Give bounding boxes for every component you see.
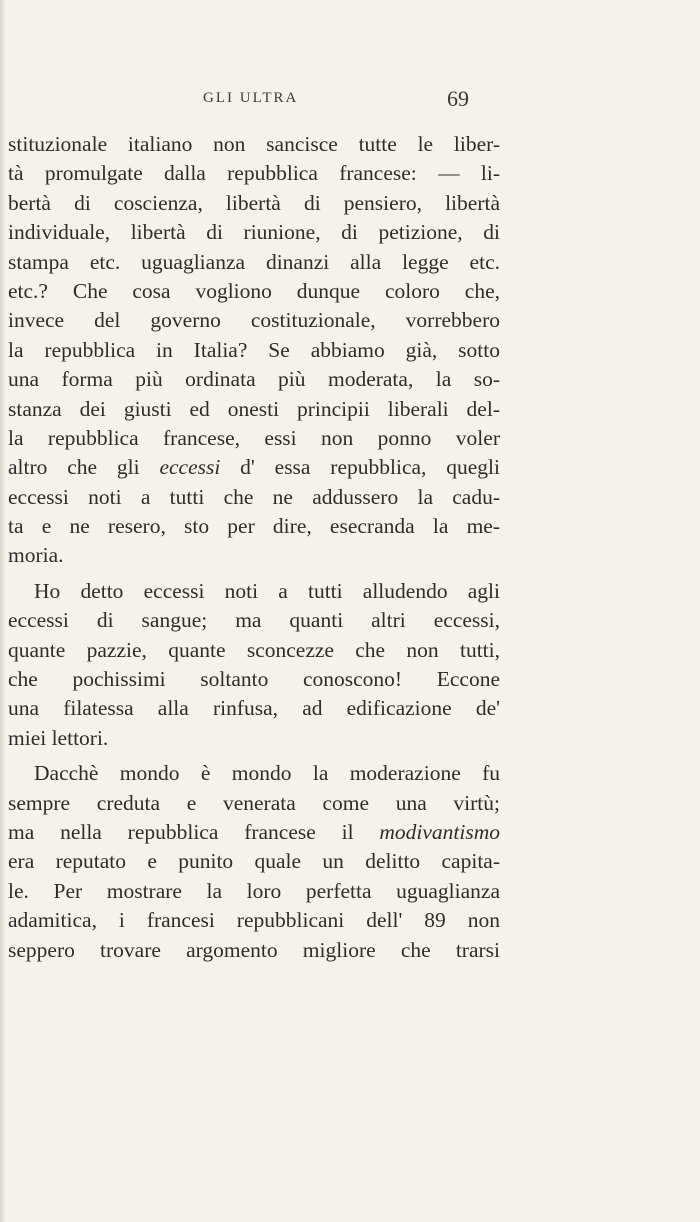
text-line: individuale, libertà di riunione, di petizione, di <box>8 220 500 245</box>
text-line: le. Per mostrare la loro perfetta uguaglianza <box>8 878 500 903</box>
text-line: stanza dei giusti ed onesti principii liberali del- <box>8 396 500 421</box>
paragraph-2 <box>8 577 500 753</box>
text-line: una filatessa alla rinfusa, ad edificazione de' <box>8 696 500 721</box>
text-line: stampa etc. uguaglianza dinanzi alla legge etc. <box>8 249 500 274</box>
text-line: eccessi di sangue; ma quanti altri eccessi, <box>8 608 500 633</box>
page-gutter-shadow <box>0 0 6 1222</box>
italic-word: modivantismo <box>379 819 500 844</box>
text-line: moria. <box>8 543 64 568</box>
paragraph-1 <box>8 130 500 571</box>
text-line: adamitica, i francesi repubblicani dell' 89 non <box>8 908 500 933</box>
text-line: stituzionale italiano non sancisce tutte le liber- <box>8 132 500 156</box>
text-line: invece del governo costituzionale, vorrebbero <box>8 308 500 333</box>
text-line: ta e ne resero, sto per dire, esecranda la me- <box>8 514 500 539</box>
text-line: seppero trovare argomento migliore che trarsi <box>8 937 500 962</box>
page-number: 69 <box>447 86 469 111</box>
body-text <box>8 130 500 965</box>
text-line: quante pazzie, quante sconcezze che non tutti, <box>8 637 500 662</box>
italic-word: eccessi <box>159 455 221 480</box>
text-line <box>8 818 500 847</box>
text-line: miei lettori. <box>8 725 109 750</box>
text-segment: ma nella repubblica francese il <box>8 819 380 844</box>
paragraph-3 <box>8 759 500 965</box>
text-segment: altro che gli <box>8 455 160 480</box>
text-line: tà promulgate dalla repubblica francese: — li- <box>8 161 500 186</box>
text-line: era reputato e punito quale un delitto capita- <box>8 849 500 874</box>
text-segment: d' essa repubblica, quegli <box>220 455 500 480</box>
text-line: la repubblica francese, essi non ponno voler <box>8 425 500 450</box>
running-title: GLI ULTRA <box>203 90 299 106</box>
text-line: una forma più ordinata più moderata, la so- <box>8 367 500 392</box>
text-line: bertà di coscienza, libertà di pensiero, libertà <box>8 190 500 215</box>
text-line: che pochissimi soltanto conoscono! Eccone <box>8 667 500 692</box>
text-line: la repubblica in Italia? Se abbiamo già, sotto <box>8 337 500 362</box>
text-line: etc.? Che cosa vogliono dunque coloro che, <box>8 278 500 303</box>
text-line: Dacchè mondo è mondo la moderazione fu <box>34 761 500 786</box>
text-line: eccessi noti a tutti che ne addussero la cadu- <box>8 484 500 509</box>
text-line <box>8 453 500 482</box>
text-line: sempre creduta e venerata come una virtù; <box>8 790 500 815</box>
running-header <box>0 86 700 116</box>
text-line: Ho detto eccessi noti a tutti alludendo agli <box>34 578 500 603</box>
